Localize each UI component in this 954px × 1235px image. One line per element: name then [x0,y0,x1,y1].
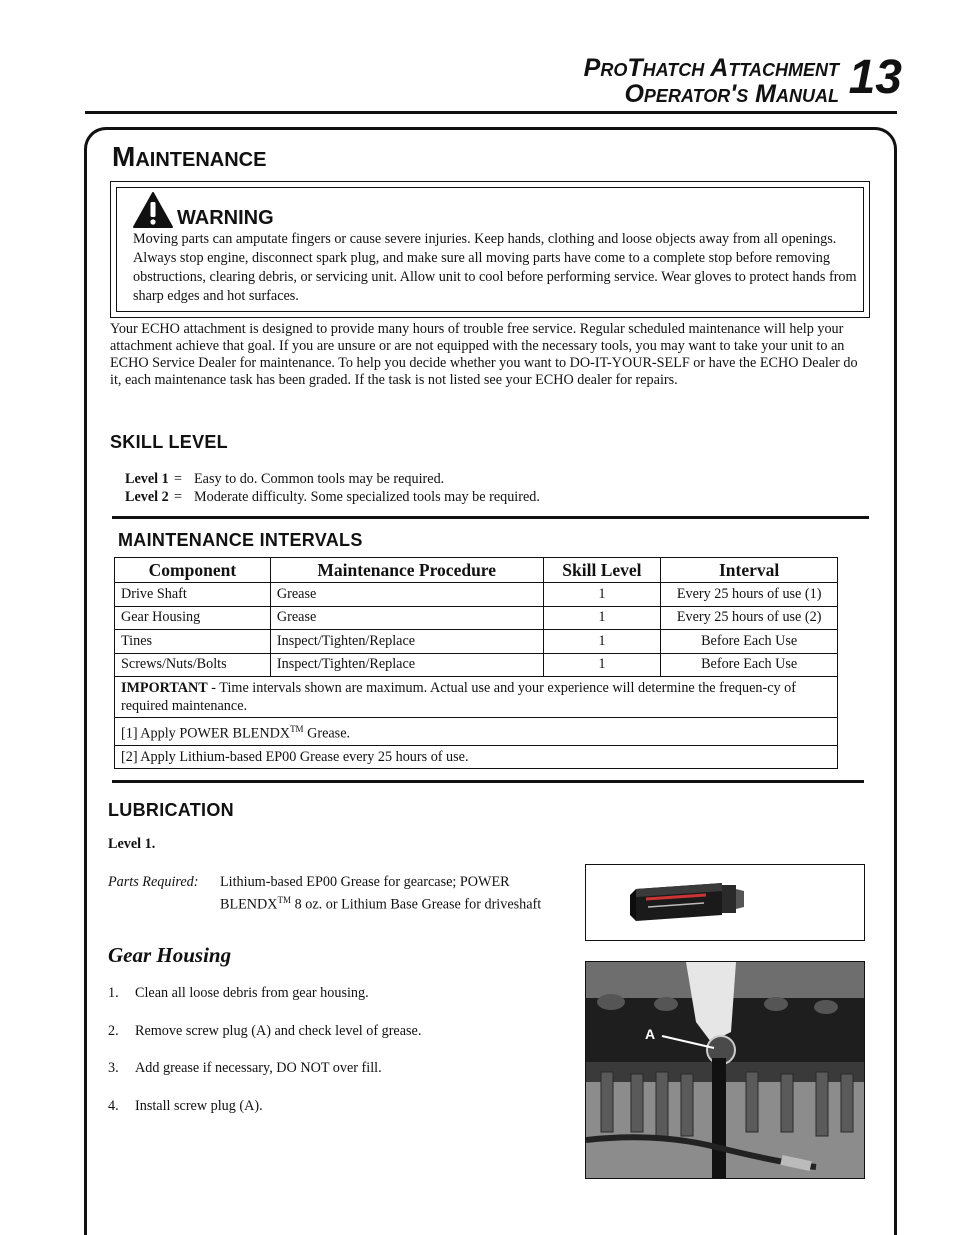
maintenance-intervals-heading: MAINTENANCE INTERVALS [118,530,363,550]
table-row [115,630,838,654]
header-rule [85,111,897,114]
grease-tube-illustration [586,865,866,942]
lubrication-level: Level 1. [108,836,156,852]
parts-required-text [220,873,550,914]
gear-housing-steps [108,984,558,1134]
warning-heading: WARNING [177,207,274,229]
list-item [108,984,558,1022]
cell-skill: 1 [543,583,661,607]
header-title [584,55,839,107]
header-title-line1: ProThatch Attachment [583,54,839,82]
parts-text-suffix: 8 oz. or Lithium Base Grease for driveshaft [291,896,542,913]
cell-skill: 1 [543,653,661,677]
cell-procedure: Grease [270,583,543,607]
gear-housing-photo [585,961,865,1179]
step-number: 3. [108,1060,119,1076]
column-header-skill-level: Skill Level [543,558,661,583]
skill-level-equals: = [174,489,183,505]
cell-interval: Before Each Use [661,653,838,677]
gear-housing-heading: Gear Housing [108,943,232,967]
grease-tube-figure [585,864,865,941]
cell-interval: Every 25 hours of use (2) [661,606,838,630]
cell-component: Gear Housing [115,606,271,630]
list-item [108,1022,558,1060]
list-item [108,1059,558,1097]
cell-interval: Before Each Use [661,630,838,654]
parts-text-main: Lithium-based EP00 Grease for gearcase; POWER BLENDX [220,874,510,913]
skill-level-row [125,470,540,488]
important-label: IMPORTANT [121,680,208,696]
skill-level-heading: SKILL LEVEL [110,432,228,452]
skill-level-list [125,470,540,506]
step-text: Install screw plug (A). [135,1097,263,1114]
footnote-1-suffix: Grease. [303,725,351,742]
step-text: Remove screw plug (A) and check level of grease. [135,1022,422,1039]
trademark-sup: TM [290,724,304,734]
warning-inner-frame [116,187,864,312]
table-row [115,653,838,677]
section-title: Maintenance [112,141,267,172]
list-item [108,1097,558,1135]
lubrication-heading: LUBRICATION [108,800,234,820]
warning-text: Moving parts can amputate fingers or cause severe injuries. Keep hands, clothing and loose objects away from all openings. Always stop engine, disconnect spark plug, and make sure all moving parts have come to a complete stop before removing obstructions, clearing debris, or servicing unit. Allow unit to cool before performing service. Wear gloves to protect hands from sharp edges and hot surfaces. [133,231,857,304]
cell-component: Tines [115,630,271,654]
trademark-sup: TM [277,895,292,905]
warning-box [110,181,870,318]
footnote-1-text: [1] Apply POWER BLENDX [121,725,291,742]
table-note-row [115,718,838,746]
cell-skill: 1 [543,630,661,654]
callout-label-a: A [645,1026,656,1042]
cell-component: Screws/Nuts/Bolts [115,653,271,677]
step-number: 4. [108,1097,119,1114]
section-rule [112,516,869,519]
step-number: 2. [108,1022,119,1039]
cell-component: Drive Shaft [115,583,271,607]
footnote-1 [115,718,838,746]
cell-procedure: Inspect/Tighten/Replace [270,630,543,654]
table-note-row [115,745,838,769]
cell-procedure: Inspect/Tighten/Replace [270,653,543,677]
table-header-row [115,558,838,583]
important-note [115,677,838,718]
table-note-row [115,677,838,718]
footnote-2: [2] Apply Lithium-based EP00 Grease every 25 hours of use. [115,745,838,769]
skill-level-row [125,488,540,506]
page-number: 13 [848,51,902,104]
column-header-component: Component [115,558,271,583]
cell-interval: Every 25 hours of use (1) [661,583,838,607]
column-header-procedure: Maintenance Procedure [270,558,543,583]
step-text: Clean all loose debris from gear housing. [135,985,369,1001]
skill-level-label: Level 2 [125,489,169,505]
cell-procedure: Grease [270,606,543,630]
maintenance-intervals-table [114,557,838,769]
skill-level-equals: = [174,471,183,487]
skill-level-description: Easy to do. Common tools may be required. [194,471,445,487]
important-text: - Time intervals shown are maximum. Actual use and your experience will determine the frequen-cy of required maintenance. [121,680,796,714]
header-title-line2: Operator's Manual [624,80,839,108]
gear-housing-illustration [586,962,865,1179]
section-rule [112,780,864,783]
cell-skill: 1 [543,606,661,630]
table-row [115,583,838,607]
warning-triangle-icon [133,192,173,228]
step-number: 1. [108,985,119,1001]
skill-level-label: Level 1 [125,471,169,487]
parts-required-label: Parts Required: [108,874,199,890]
column-header-interval: Interval [661,558,838,583]
step-text: Add grease if necessary, DO NOT over fill. [135,1060,382,1076]
intro-paragraph: Your ECHO attachment is designed to provide many hours of trouble free service. Regular scheduled maintenance will help your attachment achieve that goal. If you are unsure or are not equipped with the necessary tools, you may want to take your unit to an ECHO Service Dealer for maintenance. To help you decide whether you want to DO-IT-YOUR-SELF or have the ECHO Dealer do it, each maintenance task has been graded. If the task is not listed see your ECHO dealer for repairs. [110,321,858,388]
table-row [115,606,838,630]
skill-level-description: Moderate difficulty. Some specialized tools may be required. [194,489,540,505]
